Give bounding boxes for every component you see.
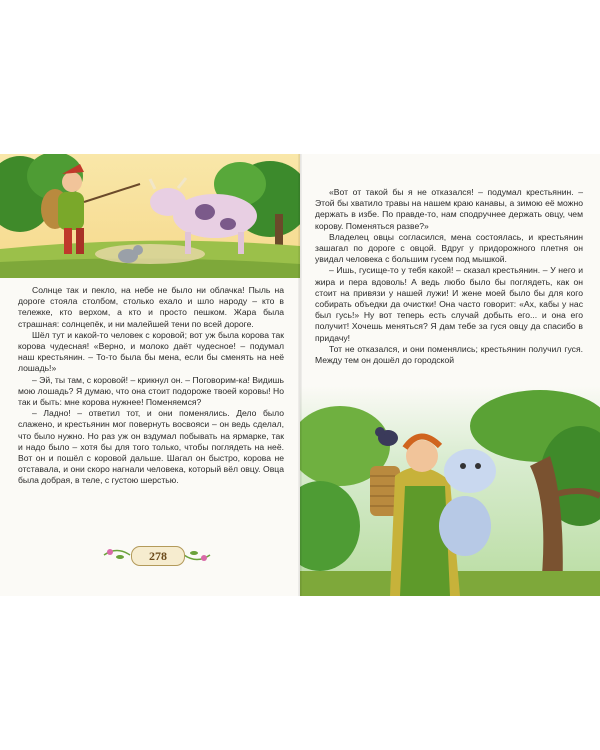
- paragraph: Тот не отказался, и они поменялись; крестьянин получил гуся. Между тем он дошёл до городской: [315, 343, 583, 366]
- paragraph: Владелец овцы согласился, мена состоялась, и крестьянин зашагал по дороге с овцой. Вдруг у придорожного плетня он увидал человека с большим гусем под мышкой.: [315, 231, 583, 265]
- paragraph: – Ишь, гусище-то у тебя какой! – сказал крестьянин. – У него и жира и пера вдоволь! А ведь любо было бы поглядеть, как он стоит на привязи у нашей лужи! И жене моей было бы для кого собирать объедки да очистки! Она часто говорит: «Ах, кабы у нас был гусь!» Ну вот теперь есть случай добыть его... и она его получит! Хочешь меняться? Я дам тебе за гуся овцу да спасибо в придачу!: [315, 265, 583, 343]
- right-page-text: [315, 187, 583, 366]
- peasant-with-cow-illustration: [0, 154, 300, 278]
- paragraph: – Эй, ты там, с коровой! – крикнул он. – Поговорим-ка! Видишь мою лошадь? Я думаю, что она стоит подороже твоей коровы! Но так и быть: мне корова нужнее! Поменяемся?: [18, 374, 284, 408]
- paragraph: Шёл тут и какой-то человек с коровой; вот уж была корова так корова чудесная! «Верно, и молоко даёт чудесное! – подумал наш крестьянин. – То-то была бы мена, если бы сменять на неё лошадь!»: [18, 329, 284, 374]
- page-number: 278: [131, 546, 185, 566]
- peasant-hugging-sheep-icon: [300, 386, 600, 596]
- peasant-with-sheep-illustration: [300, 386, 600, 596]
- right-page: [300, 154, 600, 596]
- left-page-text: [18, 285, 284, 487]
- book-gutter: [298, 154, 302, 596]
- page-number-ornament: [102, 542, 212, 568]
- peasant-with-cow-icon: [0, 154, 300, 278]
- paragraph: – Ладно! – ответил тот, и они поменялись. Дело было слажено, и крестьянин мог повернуть восвояси – он ведь сделал, что было нужно. Но раз уж он вздумал побывать на ярмарке, так и надо было – хотя бы для того только, чтобы поглядеть на неё. Вот он и пошёл с коровой дальше. Шагал он быстро, корова не отставала, и они скоро нагнали человека, который вёл овцу. Овца была добрая, в теле, с густою шерстью.: [18, 408, 284, 486]
- book-spread: [0, 154, 600, 596]
- paragraph: «Вот от такой бы я не отказался! – подумал крестьянин. – Этой бы хватило травы на нашем краю канавы, а зимою её можно держать в избе. По правде-то, нам сподручнее держать овцу, чем корову. Поменяться разве?»: [315, 187, 583, 231]
- paragraph: Солнце так и пекло, на небе не было ни облачка! Пыль на дороге стояла столбом, столько ехало и шло народу – кто в тележке, кто верхом, а кто и просто пешком. Жара была страшная: солнцепёк, и ни малейшей тени по всей дороге.: [18, 285, 284, 329]
- left-page: [0, 154, 300, 596]
